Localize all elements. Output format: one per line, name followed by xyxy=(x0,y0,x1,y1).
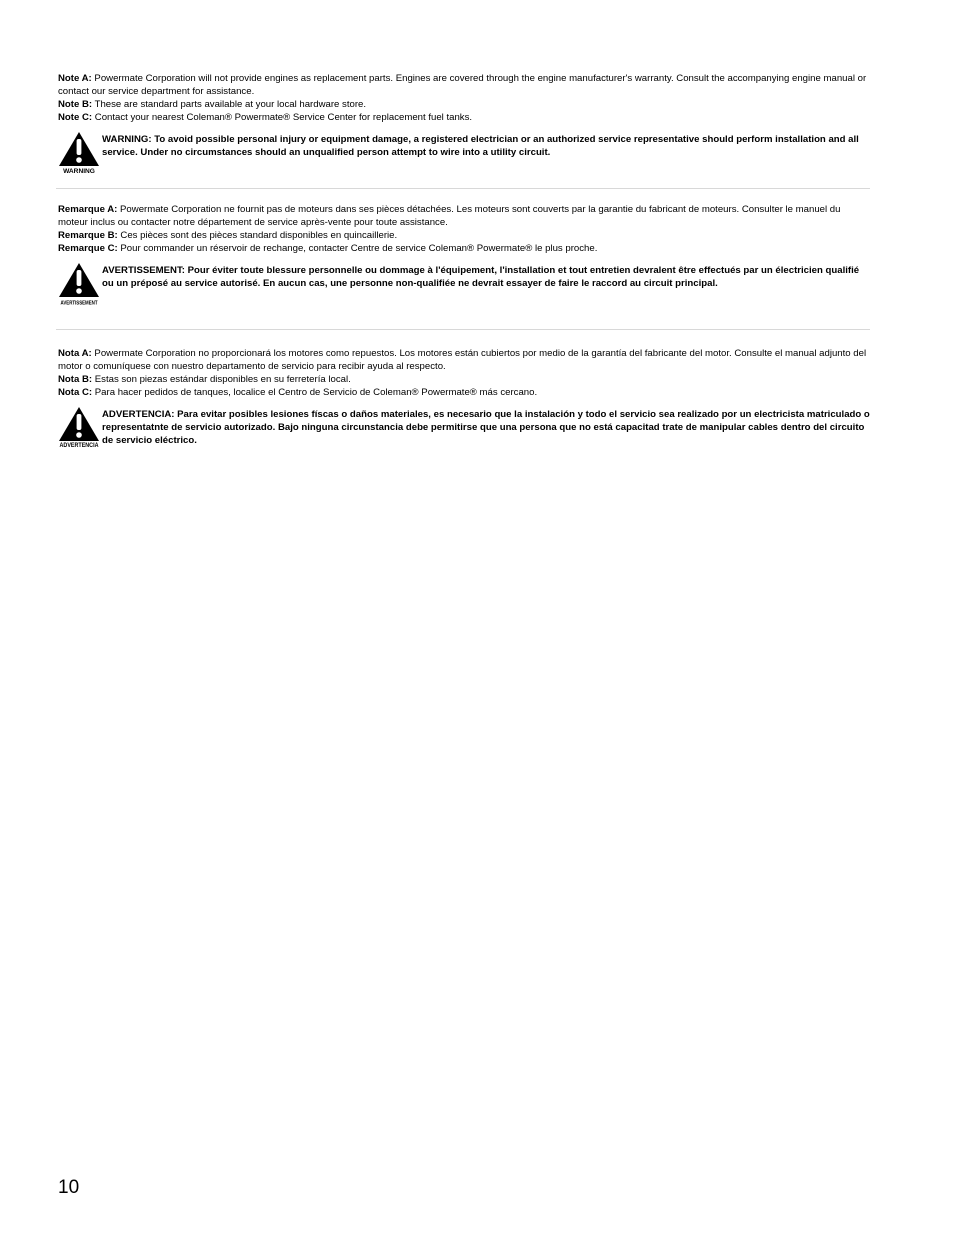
warning-icon xyxy=(55,131,103,175)
nota-c: Nota C: Para hacer pedidos de tanques, localice el Centro de Servicio de Coleman® Powermate® más cercano. xyxy=(58,387,538,398)
remarque-b: Remarque B: Ces pièces sont des pièces standard disponibles en quincaillerie. xyxy=(58,230,398,241)
warning-text: WARNING: To avoid possible personal injury or equipment damage, a registered electrician or an authorized service representative should perform installation and all service. Under no circumstances should an unqualified person attempt to wire into a utility circuit. xyxy=(102,134,859,158)
avertissement-text: AVERTISSEMENT: Pour éviter toute blessure personnelle ou dommage à l'équipement, l'installation et tout entretien devralent être effectués par un électricien qualifié ou un préposé au service autorisé. En aucun cas, une personne non-qualifiée ne devrait essayer de faire le raccord au circuit principal. xyxy=(102,265,860,289)
remarque-a: Remarque A: Powermate Corporation ne fournit pas de moteurs dans ses pièces détachées. Les moteurs sont couverts par la garantie du fabricant de moteurs. Consulter le manuel du moteur inclus ou contacter notre département de service après-vente pour toute assistance. xyxy=(58,204,841,228)
advertencia-text: ADVERTENCIA: Para evitar posibles lesiones físcas o daños materiales, es necesario que la instalación y todo el servicio sea realizado por un electricista matriculado o representatnte de servicio autorizado. Bajo ninguna circunstancia debe permitirse que una persona que no está capacitad trate de manipular cables dentro del circuito de servicio eléctrico. xyxy=(102,409,870,446)
avertissement-block xyxy=(58,264,870,306)
advertencia-block xyxy=(58,408,870,450)
page-number: 10 xyxy=(58,1177,80,1198)
nota-b: Nota B: Estas son piezas estándar disponibles en su ferretería local. xyxy=(58,374,351,385)
note-a: Note A: Powermate Corporation will not provide engines as replacement parts. Engines are covered through the engine manufacturer's warranty. Consult the accompanying engine manual or contact our service department for assistance. xyxy=(58,73,867,97)
warning-icon-label: WARNING xyxy=(63,168,95,175)
warning-icon-label: ADVERTENCIA xyxy=(59,442,99,450)
warning-icon xyxy=(55,262,103,306)
french-section xyxy=(58,203,870,306)
english-section xyxy=(58,72,870,175)
nota-a: Nota A: Powermate Corporation no proporcionará los motores como repuestos. Los motores están cubiertos por medio de la garantía del fabricante del motor. Consulte el manual adjunto del motor o comuníquese con nuestro departamento de servicio para recibir ayuda al respecto. xyxy=(58,348,867,372)
warning-icon-label: AVERTISSEMENT xyxy=(60,299,98,306)
note-c: Note C: Contact your nearest Coleman® Powermate® Service Center for replacement fuel tanks. xyxy=(58,112,473,123)
section-divider-1 xyxy=(56,188,870,189)
spanish-section xyxy=(58,347,870,450)
warning-block xyxy=(58,133,870,175)
section-divider-2 xyxy=(56,329,870,330)
note-b: Note B: These are standard parts available at your local hardware store. xyxy=(58,99,367,110)
warning-icon xyxy=(55,406,103,450)
remarque-c: Remarque C: Pour commander un réservoir de rechange, contacter Centre de service Coleman® Powermate® le plus proche. xyxy=(58,243,598,254)
